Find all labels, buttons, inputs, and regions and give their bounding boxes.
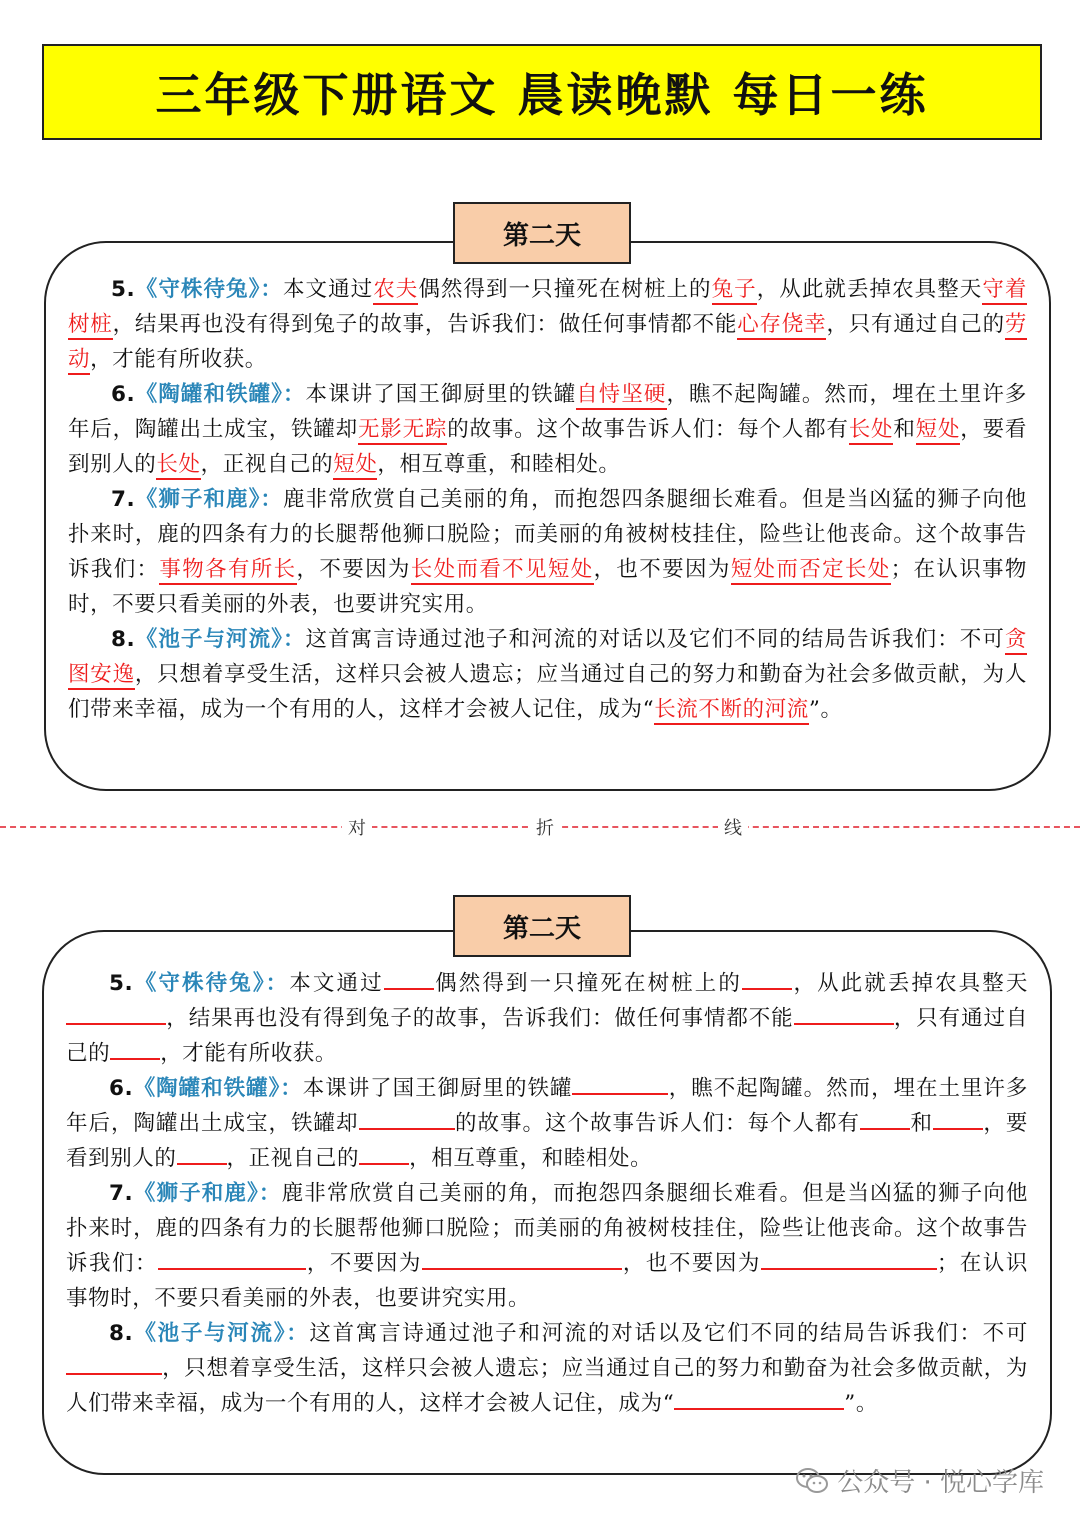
title-banner xyxy=(42,44,1042,140)
lesson-title: 《狮子和鹿》： xyxy=(133,1181,282,1206)
text: 和 xyxy=(893,417,916,442)
watermark xyxy=(795,1462,1044,1499)
day-tab-exercise: 第二天 xyxy=(453,895,631,957)
answer: 贪图安逸 xyxy=(68,627,1027,690)
item-number: 8. xyxy=(111,627,136,652)
item-6 xyxy=(68,377,1027,482)
text: ，结果再也没有得到兔子的故事，告诉我们：做任何事情都不能 xyxy=(166,1006,794,1031)
text: 本课讲了国王御厨里的铁罐 xyxy=(305,382,577,407)
answer-blank[interactable] xyxy=(177,1141,227,1165)
text: 偶然得到一只撞死在树桩上的 xyxy=(418,277,712,302)
watermark-text: 公众号 · 悦心学库 xyxy=(837,1468,1044,1498)
answer: 兔子 xyxy=(712,277,757,305)
text: ，只想着享受生活，这样只会被人遗忘；应当通过自己的努力和勤奋为社会多做贡献，为人们带来幸福，成为一个有用的人，这样才会被人记住，成为“ xyxy=(68,662,1027,722)
answer-blank[interactable] xyxy=(384,966,434,990)
answer-blank[interactable] xyxy=(572,1071,668,1095)
answer-blank[interactable] xyxy=(674,1386,844,1410)
text: ，瞧不起陶罐。然而，埋在土里许多年后，陶罐出土成宝，铁罐却 xyxy=(66,1076,1029,1136)
answer: 短处而否定长处 xyxy=(731,557,891,585)
text: ，只有通过自己的 xyxy=(826,312,1005,337)
text: ；在认识事物时，不要只看美丽的外表，也要讲究实用。 xyxy=(66,1251,1028,1311)
answer-blank[interactable] xyxy=(66,1001,166,1025)
text: 鹿非常欣赏自己美丽的角，而抱怨四条腿细长难看。但是当凶猛的狮子向他扑来时，鹿的四条有力的长腿帮他狮口脱险；而美丽的角被树枝挂住，险些让他丧命。这个故事告诉我们： xyxy=(66,1181,1028,1276)
text: 和 xyxy=(910,1111,933,1136)
item-8 xyxy=(68,622,1027,727)
exercise-card xyxy=(42,930,1052,1475)
fold-label: 对 xyxy=(342,814,372,840)
text: ，不要因为 xyxy=(296,557,411,582)
lesson-title: 《狮子和鹿》： xyxy=(135,487,283,512)
text: ；在认识事物时，不要只看美丽的外表，也要讲究实用。 xyxy=(68,557,1027,617)
item-6 xyxy=(66,1071,1028,1176)
answer: 短处 xyxy=(333,452,377,480)
answer-blank[interactable] xyxy=(742,966,792,990)
text: ，瞧不起陶罐。然而，埋在土里许多年后，陶罐出土成宝，铁罐却 xyxy=(68,382,1027,442)
text: ，正视自己的 xyxy=(226,1146,360,1171)
lesson-title: 《池子与河流》： xyxy=(135,627,306,652)
text: ，正视自己的 xyxy=(200,452,334,477)
answer: 长处而看不见短处 xyxy=(411,557,594,585)
fold-label: 折 xyxy=(530,814,560,840)
answer-blank[interactable] xyxy=(933,1106,983,1130)
text: 这首寓言诗通过池子和河流的对话以及它们不同的结局告诉我们：不可 xyxy=(305,627,1005,652)
item-number: 8. xyxy=(109,1321,134,1346)
text: 偶然得到一只撞死在树桩上的 xyxy=(433,971,742,996)
fold-label: 线 xyxy=(718,814,748,840)
text: ，不要因为 xyxy=(306,1251,422,1276)
text: ，要看到别人的 xyxy=(66,1111,1028,1171)
answer-card xyxy=(44,241,1051,791)
answer: 长处 xyxy=(156,452,200,480)
text: ，相互尊重，和睦相处。 xyxy=(377,452,621,477)
answer-blank[interactable] xyxy=(860,1106,910,1130)
lesson-title: 《陶罐和铁罐》： xyxy=(135,382,306,407)
text: ”。 xyxy=(844,1391,878,1416)
answer-blank[interactable] xyxy=(761,1246,937,1270)
answer-content xyxy=(68,272,1027,727)
lesson-title: 《陶罐和铁罐》： xyxy=(133,1076,303,1101)
item-number: 6. xyxy=(109,1076,134,1101)
text: ，也不要因为 xyxy=(593,557,731,582)
answer: 心存侥幸 xyxy=(737,312,826,340)
item-7 xyxy=(66,1176,1028,1316)
text: ，结果再也没有得到兔子的故事，告诉我们：做任何事情都不能 xyxy=(112,312,738,337)
answer: 事物各有所长 xyxy=(159,557,296,585)
text: 的故事。这个故事告诉人们：每个人都有 xyxy=(447,417,849,442)
text: 本文通过 xyxy=(289,971,384,996)
item-number: 5. xyxy=(111,277,136,302)
item-5 xyxy=(66,966,1028,1071)
text: ”。 xyxy=(808,697,843,722)
lesson-title: 《池子与河流》： xyxy=(133,1321,310,1346)
exercise-content xyxy=(66,966,1028,1421)
answer: 自恃坚硬 xyxy=(576,382,666,410)
answer-blank[interactable] xyxy=(359,1106,455,1130)
wechat-icon xyxy=(795,1467,829,1495)
text: ，从此就丢掉农具整天 xyxy=(791,971,1028,996)
item-number: 5. xyxy=(109,971,134,996)
text: ，只有通过自己的 xyxy=(66,1006,1028,1066)
lesson-title: 《守株待兔》： xyxy=(135,277,283,302)
text: ，相互尊重，和睦相处。 xyxy=(409,1146,653,1171)
answer: 无影无踪 xyxy=(358,417,447,445)
answer: 劳动 xyxy=(68,312,1027,375)
item-7 xyxy=(68,482,1027,622)
answer: 短处 xyxy=(916,417,961,445)
day-tab-answers: 第二天 xyxy=(453,202,631,264)
text: ，也不要因为 xyxy=(621,1251,761,1276)
answer-blank[interactable] xyxy=(359,1141,409,1165)
item-number: 7. xyxy=(111,487,136,512)
answer: 长流不断的河流 xyxy=(654,697,809,725)
text: 本文通过 xyxy=(282,277,374,302)
text: ，才能有所收获。 xyxy=(90,347,267,372)
text: 这首寓言诗通过池子和河流的对话以及它们不同的结局告诉我们：不可 xyxy=(309,1321,1028,1346)
text: 本课讲了国王御厨里的铁罐 xyxy=(302,1076,573,1101)
text: ，从此就丢掉农具整天 xyxy=(756,277,983,302)
text: 的故事。这个故事告诉人们：每个人都有 xyxy=(454,1111,861,1136)
answer-blank[interactable] xyxy=(158,1246,306,1270)
text: ，要看到别人的 xyxy=(68,417,1028,477)
answer-blank[interactable] xyxy=(110,1036,160,1060)
item-5 xyxy=(68,272,1027,377)
text: 鹿非常欣赏自己美丽的角，而抱怨四条腿细长难看。但是当凶猛的狮子向他扑来时，鹿的四条有力的长腿帮他狮口脱险；而美丽的角被树枝挂住，险些让他丧命。这个故事告诉我们： xyxy=(68,487,1027,582)
item-number: 7. xyxy=(109,1181,134,1206)
item-8 xyxy=(66,1316,1028,1421)
text: ，只想着享受生活，这样只会被人遗忘；应当通过自己的努力和勤奋为社会多做贡献，为人们带来幸福，成为一个有用的人，这样才会被人记住，成为“ xyxy=(66,1356,1028,1416)
answer: 农夫 xyxy=(373,277,418,305)
answer: 守着树桩 xyxy=(68,277,1027,340)
item-number: 6. xyxy=(111,382,136,407)
answer-blank[interactable] xyxy=(66,1351,162,1375)
answer-blank[interactable] xyxy=(794,1001,894,1025)
text: ，才能有所收获。 xyxy=(160,1041,338,1066)
answer-blank[interactable] xyxy=(422,1246,622,1270)
lesson-title: 《守株待兔》： xyxy=(133,971,290,996)
page-title: 三年级下册语文 晨读晚默 每日一练 xyxy=(155,68,929,122)
answer: 长处 xyxy=(849,417,894,445)
